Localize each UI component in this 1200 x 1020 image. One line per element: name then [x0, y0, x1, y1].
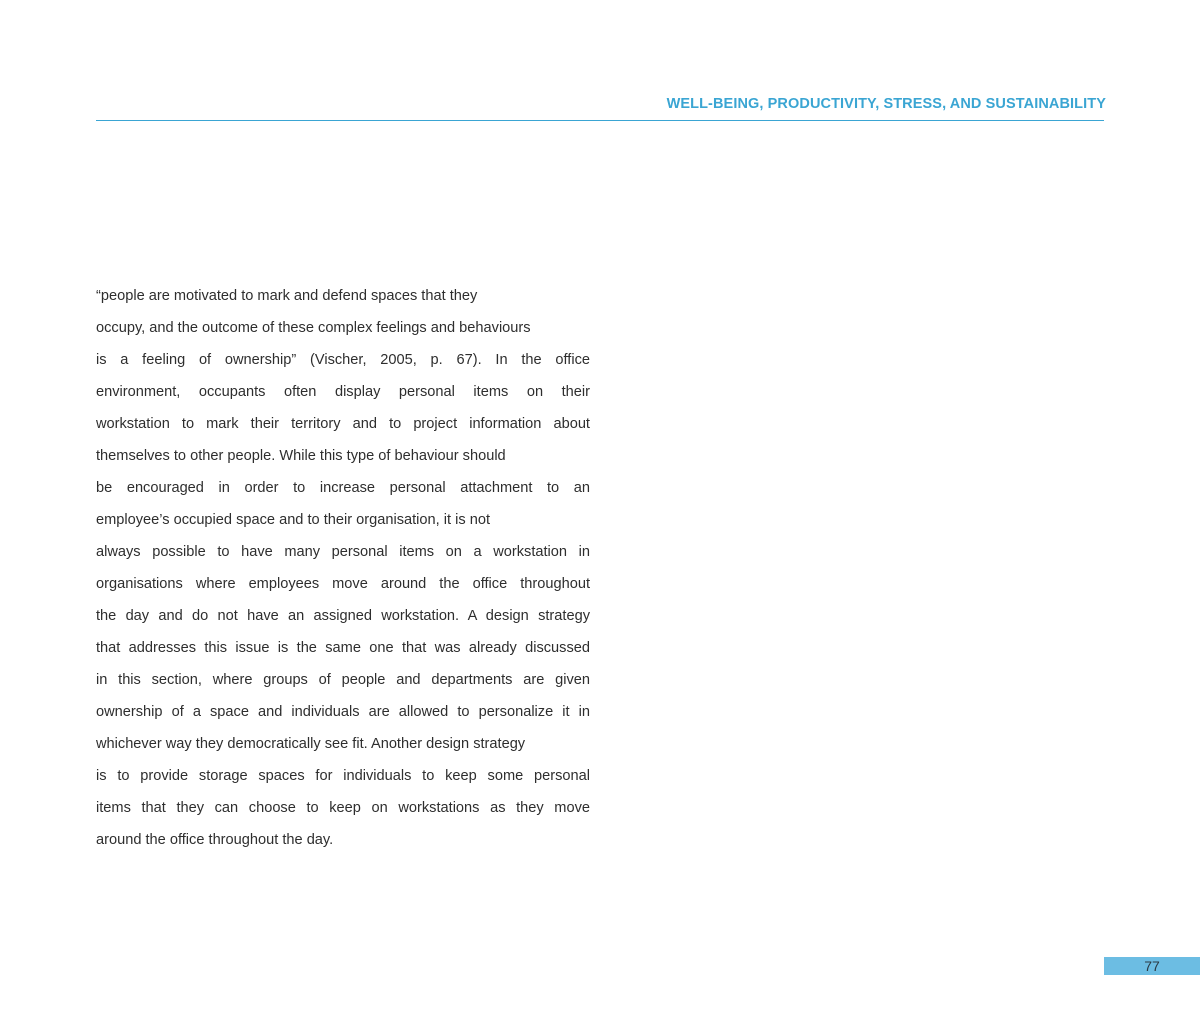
text-line: items that they can choose to keep on workstations as they move [96, 800, 590, 816]
text-line: around the office throughout the day. [96, 832, 334, 848]
page-number-box [1104, 957, 1200, 975]
text-line: in this section, where groups of people and departments are given [96, 672, 590, 688]
text-line: the day and do not have an assigned workstation. A design strategy [96, 608, 590, 624]
text-line: is a feeling of ownership” (Vischer, 2005, p. 67). In the office [96, 352, 590, 368]
text-line: occupy, and the outcome of these complex feelings and behaviours [96, 320, 531, 336]
text-line: workstation to mark their territory and to project information about [96, 416, 590, 432]
page-number: 77 [1144, 958, 1160, 974]
running-header: WELL-BEING, PRODUCTIVITY, STRESS, AND SUSTAINABILITY [666, 96, 1106, 112]
text-line: organisations where employees move around the office throughout [96, 576, 590, 592]
text-line: that addresses this issue is the same one that was already discussed [96, 640, 590, 656]
text-line: employee’s occupied space and to their organisation, it is not [96, 512, 491, 528]
text-line: “people are motivated to mark and defend spaces that they [96, 288, 478, 304]
text-line: themselves to other people. While this type of behaviour should [96, 448, 506, 464]
text-line: always possible to have many personal items on a workstation in [96, 544, 590, 560]
text-line: whichever way they democratically see fit. Another design strategy [96, 736, 526, 752]
body-paragraph [96, 280, 590, 856]
text-line: be encouraged in order to increase personal attachment to an [96, 480, 590, 496]
text-line: ownership of a space and individuals are allowed to personalize it in [96, 704, 590, 720]
text-line: environment, occupants often display personal items on their [96, 384, 590, 400]
text-line: is to provide storage spaces for individuals to keep some personal [96, 768, 590, 784]
header-rule [96, 120, 1104, 121]
